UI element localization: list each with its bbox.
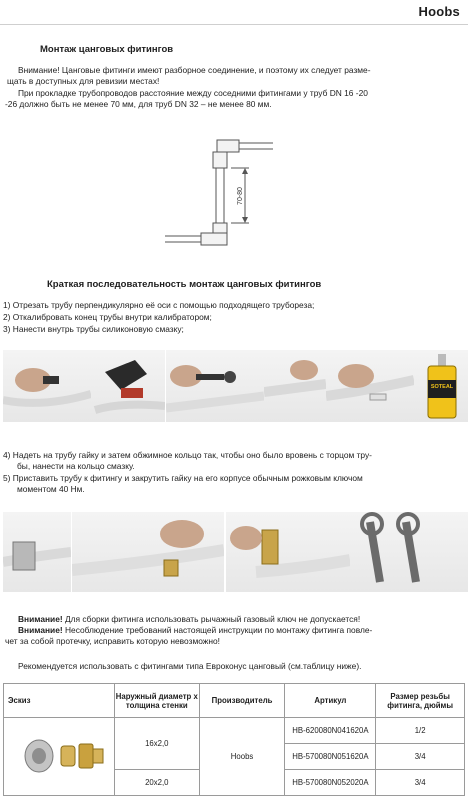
header-manufacturer: Производитель <box>199 684 285 718</box>
header-divider <box>0 24 468 25</box>
photo-cutting-pipe <box>3 350 91 422</box>
photo-wrenches <box>350 512 468 592</box>
fitting-distance-diagram <box>165 128 275 263</box>
step-3: 3) Нанести внутрь трубы силиконовую смазку; <box>3 324 184 334</box>
warning-line-1: Внимание! Цанговые фитинги имеют разборное соединение, и поэтому их следует разме- <box>18 65 371 75</box>
cell-diameter-1: 16x2,0 <box>114 718 199 770</box>
note-2-lead: Внимание! <box>18 625 63 635</box>
photo-pipe-end <box>264 350 326 422</box>
fitting-sketch-image <box>9 722 109 790</box>
section-title-mounting: Монтаж цанговых фитингов <box>40 44 174 55</box>
dimension-label: 70-80 <box>237 187 244 205</box>
table-header-row <box>4 684 465 718</box>
header-diameter: Наружный диаметр х толщина стенки <box>114 684 199 718</box>
note-2 <box>18 625 372 636</box>
header-article: Артикул <box>285 684 376 718</box>
step-4-line-2: бы, нанести на кольцо смазку. <box>17 461 135 471</box>
photo-lubricating <box>326 350 414 422</box>
note-1-text: Для сборки фитинга использовать рычажный газовый ключ не допускается! <box>62 614 361 624</box>
lubricant-label: SOTEAL <box>430 384 454 390</box>
header-thread: Размер резьбы фитинга, дюймы <box>376 684 465 718</box>
recommend-text: Рекомендуется использовать с фитингами типа Евроконус цанговый (см.таблицу ниже). <box>18 661 362 671</box>
step-5-line-1: 5) Приставить трубу к фитингу и закрутить гайку на его корпусе обычным рожковым ключом <box>3 473 363 483</box>
photo-lubricant-bottle <box>414 350 468 422</box>
note-2-line-2: чет за собой протечку, исправить которую невозможно! <box>5 636 220 646</box>
photo-calibrator <box>166 350 264 422</box>
step-1: 1) Отрезать трубу перпендикулярно её оси с помощью подходящего трубореза; <box>3 300 315 310</box>
cell-thread-2: 3/4 <box>376 744 465 770</box>
cell-thread-3: 3/4 <box>376 770 465 796</box>
cell-manufacturer: Hoobs <box>199 718 285 796</box>
sketch-cell <box>4 718 115 796</box>
step-2: 2) Откалибровать конец трубы внутри калибратором; <box>3 312 212 322</box>
cell-article-3: HB-570080N052020A <box>285 770 376 796</box>
note-1 <box>18 614 360 625</box>
distance-line-2: -26 должно быть не менее 70 мм, для труб DN 32 – не менее 80 мм. <box>5 99 272 109</box>
photo-pipe-cutter <box>91 350 165 422</box>
note-2-text: Несоблюдение требований настоящей инструкции по монтажу фитинга повле- <box>62 625 373 635</box>
fittings-table <box>3 683 465 796</box>
section-title-sequence: Краткая последовательность монтаж цанговых фитингов <box>47 279 322 290</box>
photo-tightening <box>226 512 350 592</box>
step-5-line-2: моментом 40 Нм. <box>17 484 85 494</box>
cell-article-2: HB-570080N051620A <box>285 744 376 770</box>
warning-line-2: щать в доступных для ревизии местах! <box>7 76 160 86</box>
cell-diameter-3: 20x2,0 <box>114 770 199 796</box>
cell-article-1: HB-620080N041620A <box>285 718 376 744</box>
note-1-lead: Внимание! <box>18 614 63 624</box>
brand-logo: Hoobs <box>418 4 460 19</box>
cell-thread-1: 1/2 <box>376 718 465 744</box>
distance-line-1: При прокладке трубопроводов расстояние между соседними фитингами у труб DN 16 -20 <box>18 88 368 98</box>
table-row <box>4 718 465 744</box>
photo-nut-and-ring <box>72 512 224 592</box>
header-sketch: Эскиз <box>4 684 115 718</box>
step-4-line-1: 4) Надеть на трубу гайку и затем обжимное кольцо так, чтобы оно было вровень с торцом тру- <box>3 450 372 460</box>
photo-fitting-parts <box>3 512 71 592</box>
